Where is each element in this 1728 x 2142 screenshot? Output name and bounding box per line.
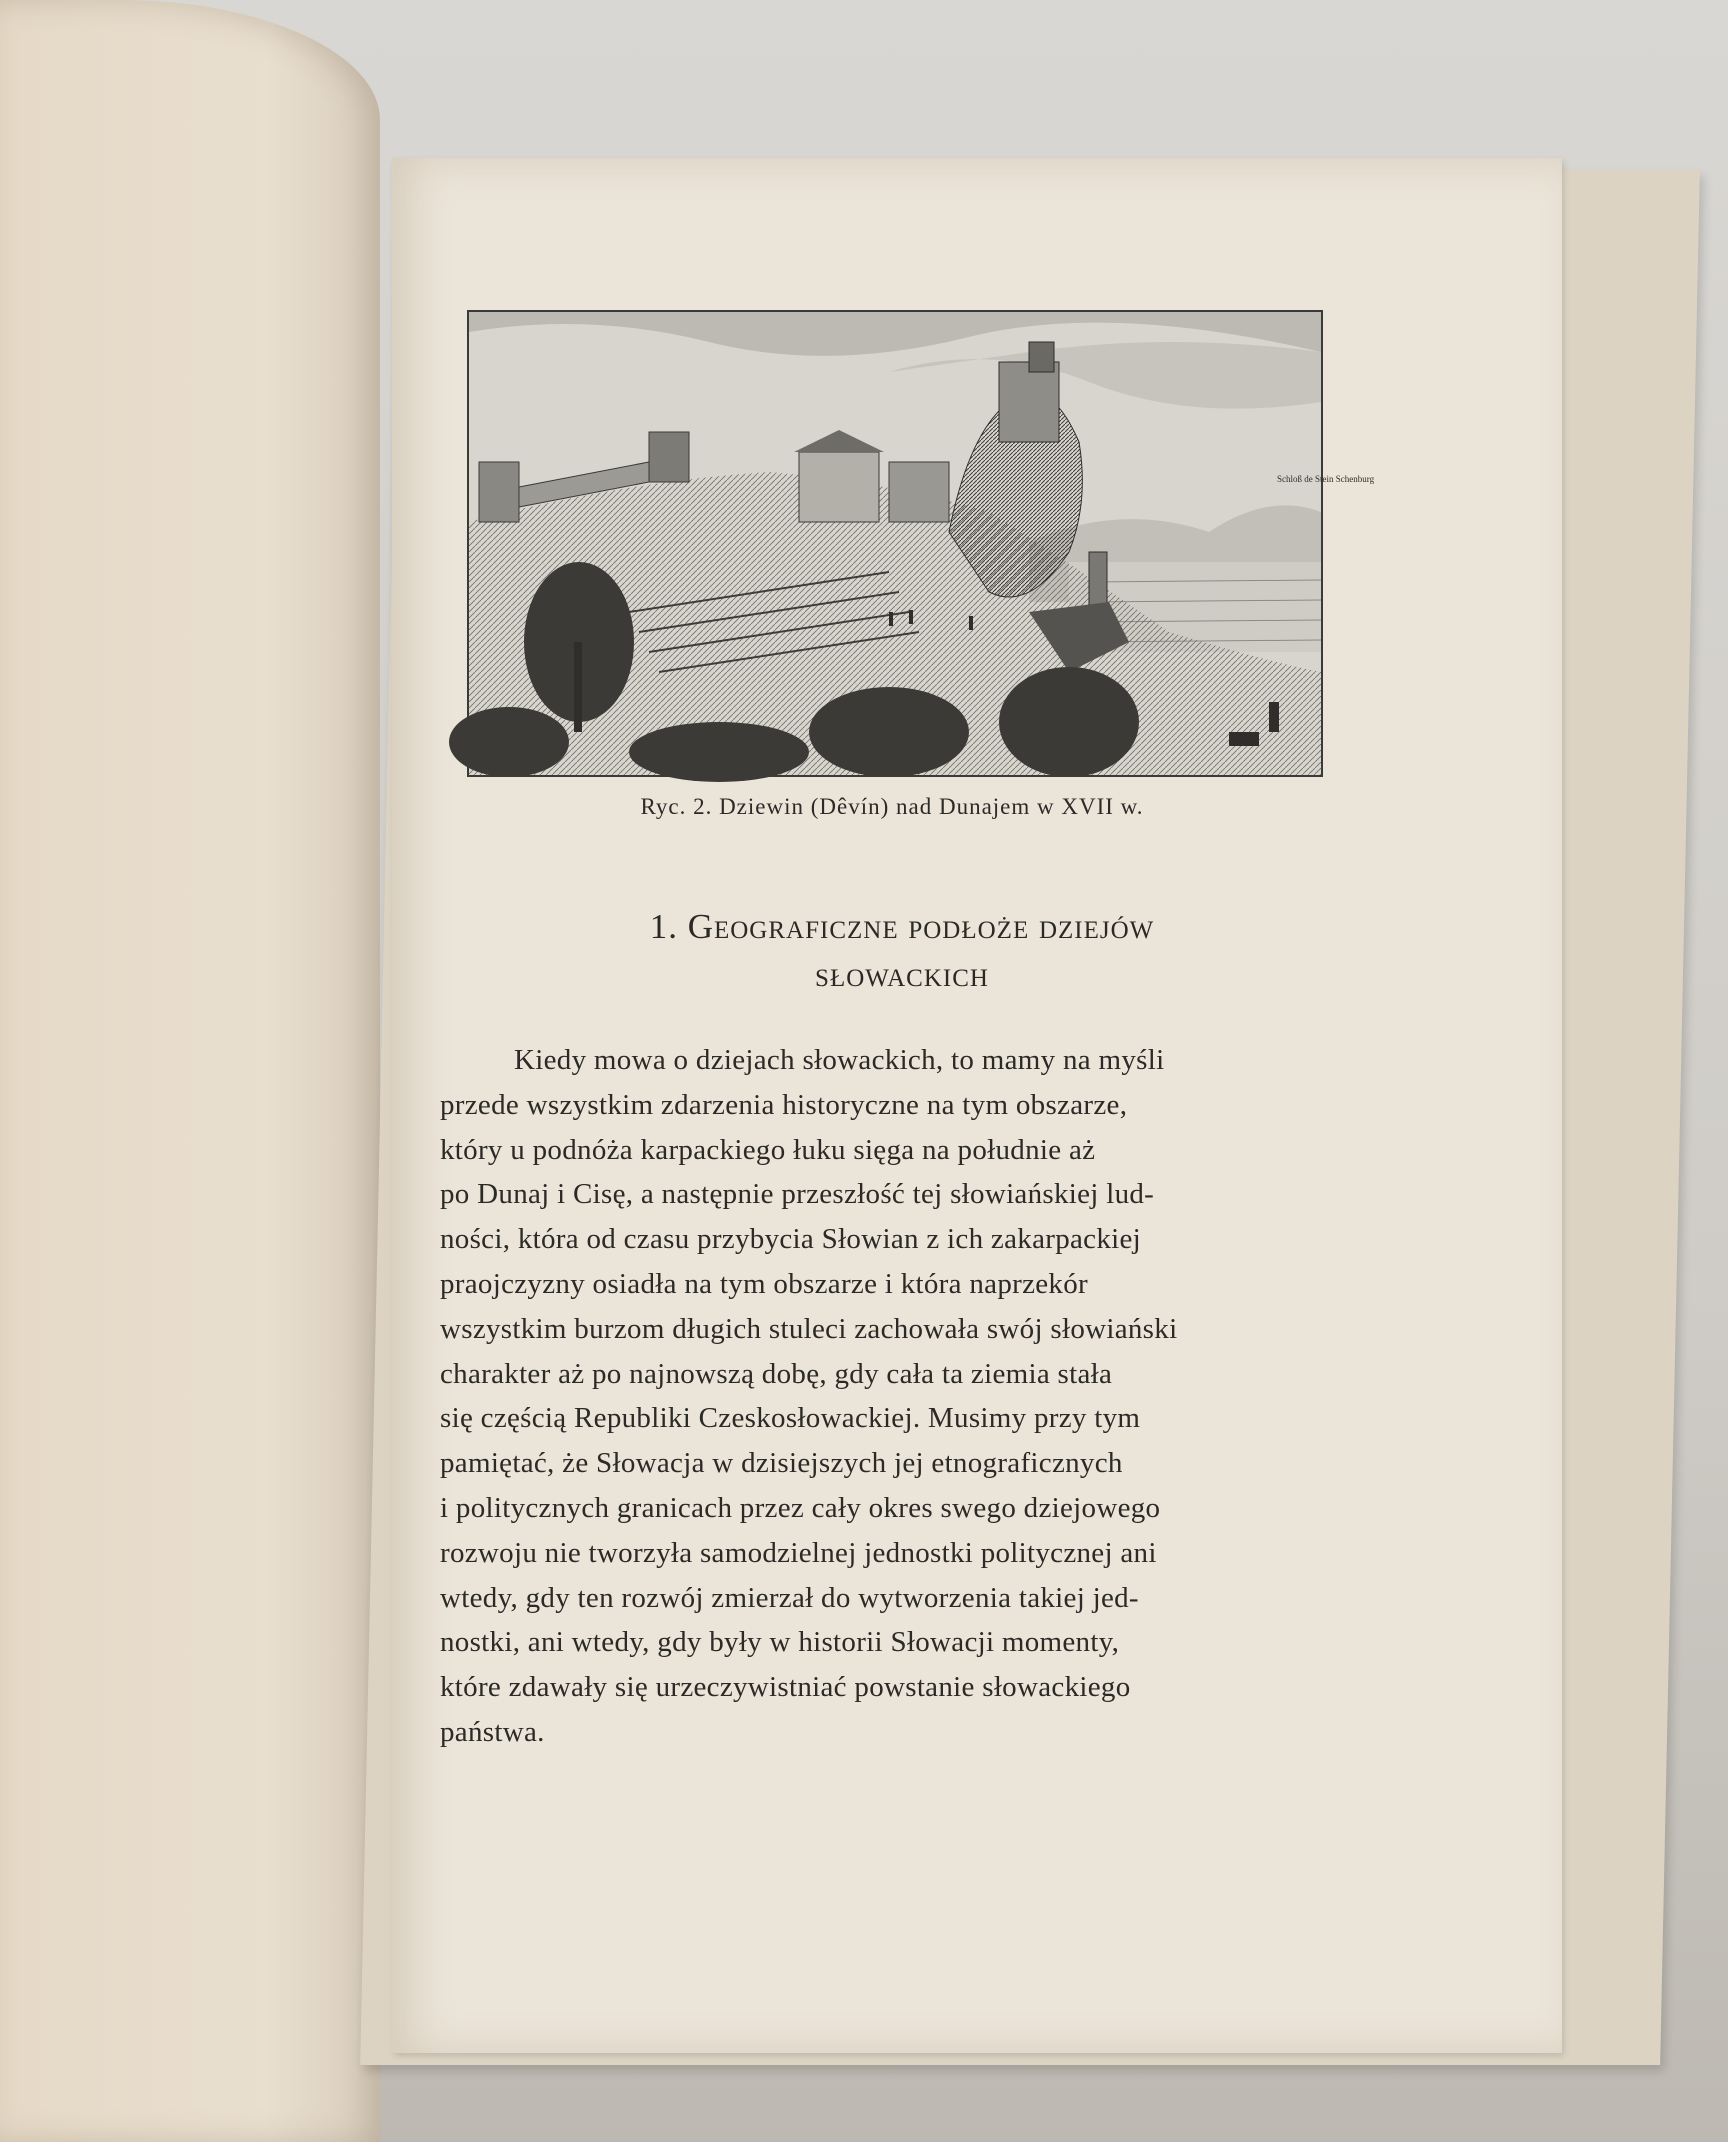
heading-line-2: słowackich xyxy=(815,955,989,994)
text-line: praojczyzny osiadła na tym obszarze i która naprzekór xyxy=(440,1267,1088,1300)
heading-line-1: 1. Geograficzne podłoże dziejów xyxy=(649,907,1155,946)
left-page xyxy=(0,0,380,2142)
text-line: Kiedy mowa o dziejach słowackich, to mamy na myśli xyxy=(514,1044,1165,1076)
engraving-image xyxy=(469,312,1375,775)
text-line: które zdawały się urzeczywistniać powstanie słowackiego xyxy=(440,1671,1131,1704)
text-line: się częścią Republiki Czeskosłowackiej. Musimy przy tym xyxy=(440,1402,1141,1435)
text-line: wtedy, gdy ten rozwój zmierzał do wytworzenia takiej jed- xyxy=(440,1581,1139,1614)
text-line: państwa. xyxy=(440,1715,545,1748)
text-line: i politycznych granicach przez cały okres swego dziejowego xyxy=(440,1491,1161,1524)
text-line: rozwoju nie tworzyła samodzielnej jednostki politycznej ani xyxy=(440,1536,1157,1569)
book-page xyxy=(392,158,1562,2053)
text-line: ności, która od czasu przybycia Słowian z ich zakarpackiej xyxy=(440,1223,1142,1256)
text-line: po Dunaj i Cisę, a następnie przeszłość tej słowiańskiej lud- xyxy=(440,1178,1155,1211)
body-paragraph xyxy=(440,1038,1360,1755)
text-line: nostki, ani wtedy, gdy były w historii Słowacji momenty, xyxy=(440,1626,1120,1659)
text-line: przede wszystkim zdarzenia historyczne na tym obszarze, xyxy=(440,1088,1128,1121)
figure-caption: Ryc. 2. Dziewin (Dêvín) nad Dunajem w XVII w. xyxy=(640,794,1144,819)
text-line: pamiętać, że Słowacja w dzisiejszych jej etnograficznych xyxy=(440,1447,1123,1480)
text-line: który u podnóża karpackiego łuku sięga na południe aż xyxy=(440,1133,1096,1166)
text-line: charakter aż po najnowszą dobę, gdy cała ta ziemia stała xyxy=(440,1357,1113,1390)
castle-engraving xyxy=(467,310,1375,777)
engraving-inscription: Schloß de Stein Schenburg xyxy=(1277,474,1375,484)
chapter-heading xyxy=(392,903,1412,999)
text-line: wszystkim burzom długich stuleci zachowała swój słowiański xyxy=(440,1312,1178,1345)
